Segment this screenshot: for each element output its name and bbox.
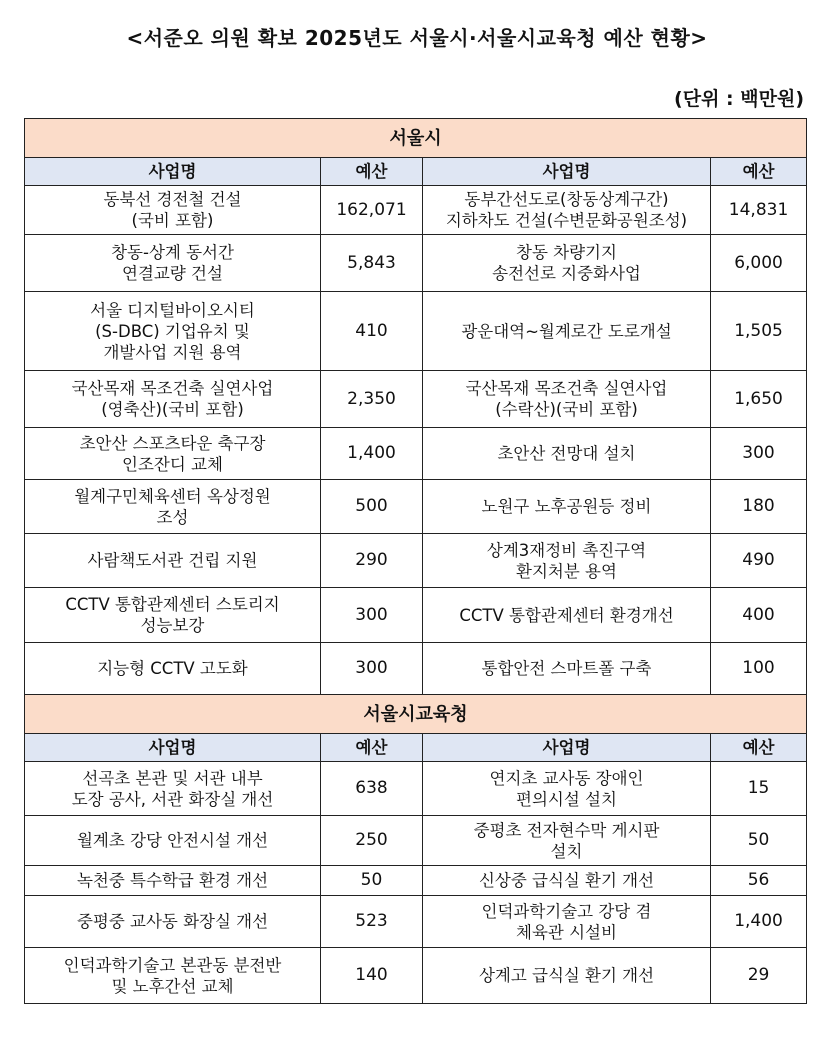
project-name: 인덕과학기술고 본관동 분전반 및 노후간선 교체 [25,948,321,1004]
budget-value: 162,071 [321,186,423,235]
budget-value: 15 [711,762,807,816]
budget-value: 400 [711,588,807,643]
project-name: 인덕과학기술고 강당 겸 체육관 시설비 [423,896,711,948]
section-header [25,695,807,734]
budget-value: 290 [321,534,423,588]
table-row [25,948,807,1004]
project-name: 신상중 급식실 환기 개선 [423,866,711,896]
project-name: 사람책도서관 건립 지원 [25,534,321,588]
column-header-budget: 예산 [321,158,423,186]
project-name: 월계구민체육센터 옥상정원 조성 [25,480,321,534]
budget-value: 250 [321,816,423,866]
table-row [25,371,807,428]
project-name: 동북선 경전철 건설 (국비 포함) [25,186,321,235]
project-name: 상계고 급식실 환기 개선 [423,948,711,1004]
column-header-name: 사업명 [25,158,321,186]
column-header-budget: 예산 [711,734,807,762]
budget-value: 100 [711,643,807,695]
table-row [25,588,807,643]
project-name: 월계초 강당 안전시설 개선 [25,816,321,866]
budget-value: 14,831 [711,186,807,235]
budget-value: 300 [321,588,423,643]
budget-value: 1,400 [711,896,807,948]
project-name: 동부간선도로(창동상계구간) 지하차도 건설(수변문화공원조성) [423,186,711,235]
project-name: CCTV 통합관제센터 스토리지 성능보강 [25,588,321,643]
budget-value: 56 [711,866,807,896]
column-header-name: 사업명 [25,734,321,762]
project-name: 중평초 전자현수막 게시판 설치 [423,816,711,866]
budget-value: 523 [321,896,423,948]
project-name: 국산목재 목조건축 실연사업 (영축산)(국비 포함) [25,371,321,428]
project-name: 초안산 스포츠타운 축구장 인조잔디 교체 [25,428,321,480]
project-name: 창동-상계 동서간 연결교량 건설 [25,235,321,292]
table-row [25,428,807,480]
budget-value: 300 [321,643,423,695]
table-row [25,534,807,588]
budget-value: 180 [711,480,807,534]
project-name: 초안산 전망대 설치 [423,428,711,480]
table-row [25,816,807,866]
budget-value: 2,350 [321,371,423,428]
budget-value: 1,505 [711,292,807,371]
project-name: 창동 차량기지 송전선로 지중화사업 [423,235,711,292]
budget-value: 300 [711,428,807,480]
column-header-row [25,734,807,762]
table-row [25,186,807,235]
budget-value: 490 [711,534,807,588]
budget-value: 29 [711,948,807,1004]
budget-value: 5,843 [321,235,423,292]
budget-value: 638 [321,762,423,816]
project-name: CCTV 통합관제센터 환경개선 [423,588,711,643]
project-name: 중평중 교사동 화장실 개선 [25,896,321,948]
unit-label: (단위 : 백만원) [674,88,804,110]
project-name: 광운대역~월계로간 도로개설 [423,292,711,371]
budget-value: 50 [711,816,807,866]
table-row [25,762,807,816]
project-name: 통합안전 스마트폴 구축 [423,643,711,695]
budget-value: 50 [321,866,423,896]
table-row [25,896,807,948]
budget-value: 6,000 [711,235,807,292]
budget-value: 1,650 [711,371,807,428]
section-header [25,119,807,158]
project-name: 지능형 CCTV 고도화 [25,643,321,695]
project-name: 상계3재정비 촉진구역 환지처분 용역 [423,534,711,588]
table-row [25,866,807,896]
page-title: <서준오 의원 확보 2025년도 서울시·서울시교육청 예산 현황> [126,26,708,50]
column-header-name: 사업명 [423,734,711,762]
table-row [25,480,807,534]
column-header-budget: 예산 [711,158,807,186]
table-row [25,292,807,371]
project-name: 국산목재 목조건축 실연사업 (수락산)(국비 포함) [423,371,711,428]
section-title: 서울시교육청 [25,695,807,734]
project-name: 연지초 교사동 장애인 편의시설 설치 [423,762,711,816]
project-name: 녹천중 특수학급 환경 개선 [25,866,321,896]
table-row [25,235,807,292]
project-name: 노원구 노후공원등 정비 [423,480,711,534]
column-header-name: 사업명 [423,158,711,186]
budget-value: 410 [321,292,423,371]
budget-value: 500 [321,480,423,534]
budget-table [24,118,807,1004]
table-row [25,643,807,695]
project-name: 선곡초 본관 및 서관 내부 도장 공사, 서관 화장실 개선 [25,762,321,816]
project-name: 서울 디지털바이오시티 (S-DBC) 기업유치 및 개발사업 지원 용역 [25,292,321,371]
section-title: 서울시 [25,119,807,158]
budget-value: 1,400 [321,428,423,480]
budget-value: 140 [321,948,423,1004]
column-header-budget: 예산 [321,734,423,762]
column-header-row [25,158,807,186]
